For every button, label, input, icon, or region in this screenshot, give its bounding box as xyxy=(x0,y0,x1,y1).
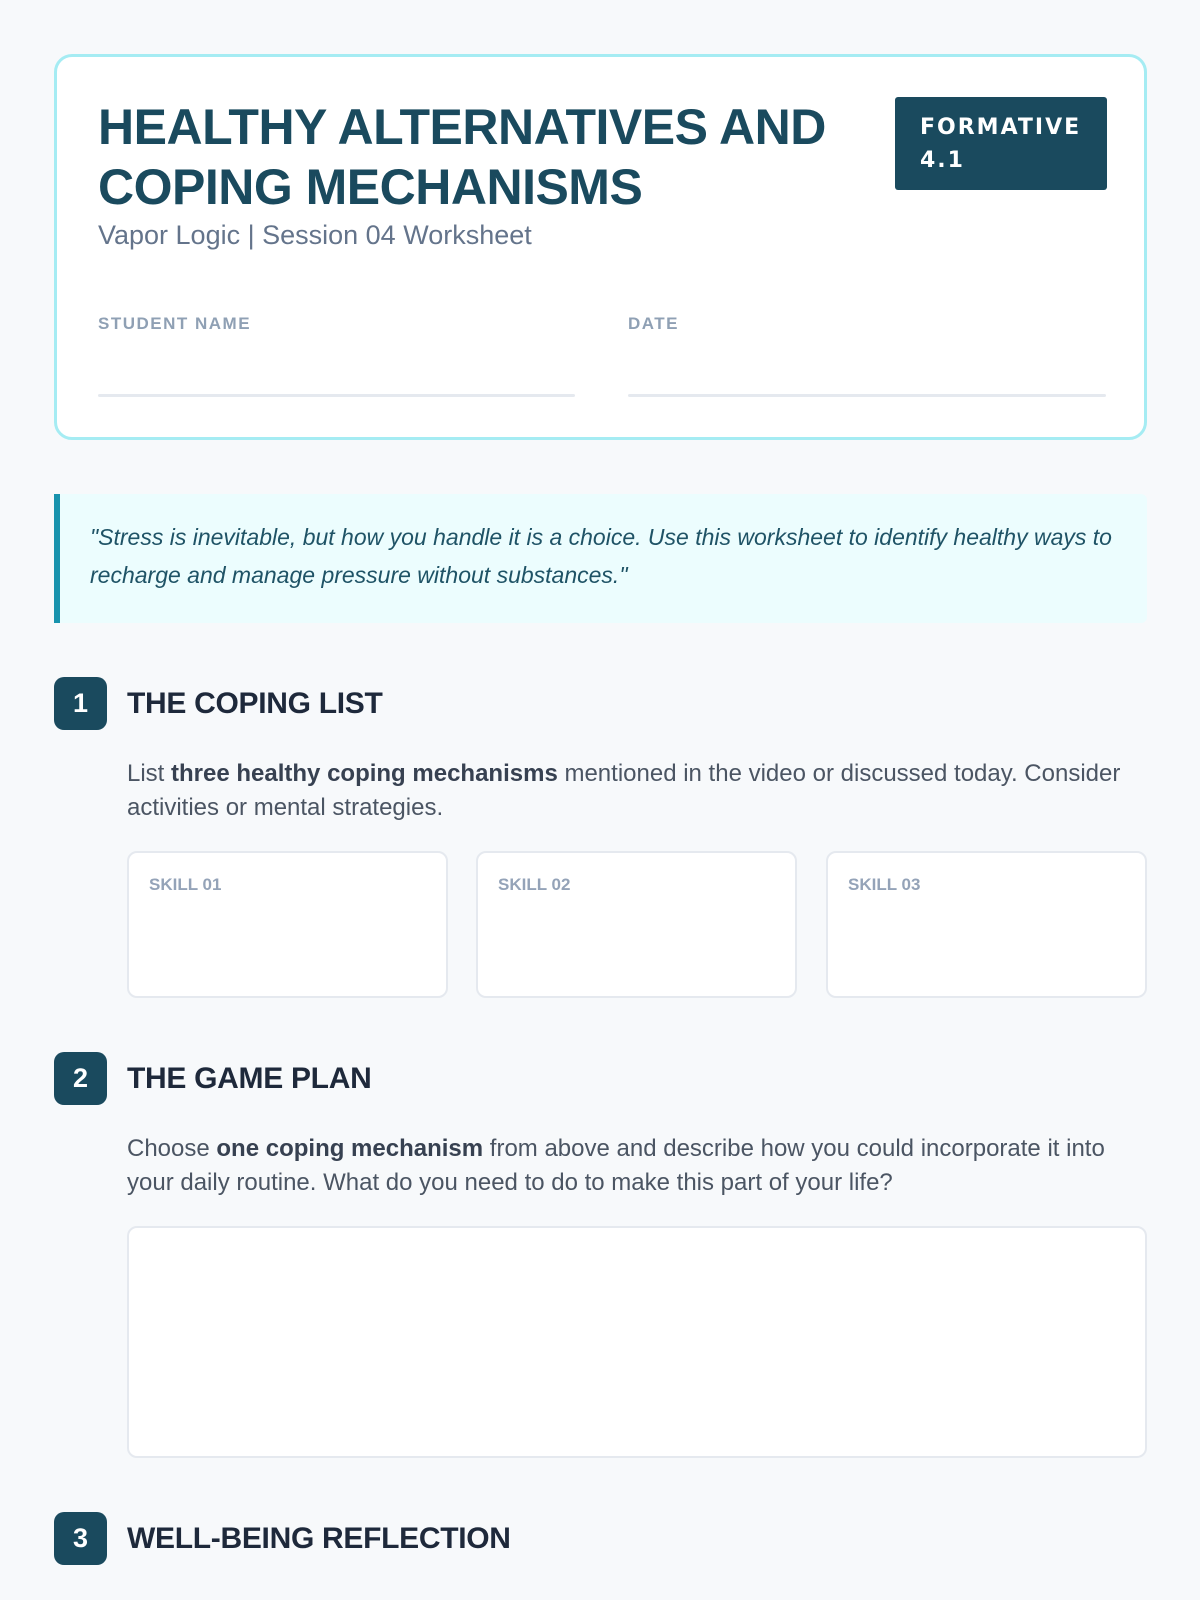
section-1-number: 1 xyxy=(54,677,107,730)
game-plan-answer-box[interactable] xyxy=(127,1226,1147,1458)
section-2-desc-post: from above and describe how you could incorporate it into your daily routine. What do you need to do to make this part of your life? xyxy=(127,1135,1105,1196)
section-2-desc-bold: one coping mechanism xyxy=(216,1135,484,1162)
skill-02-label: SKILL 02 xyxy=(498,875,571,894)
skill-01-label: SKILL 01 xyxy=(149,875,222,894)
formative-badge xyxy=(895,97,1107,190)
skill-01-box[interactable] xyxy=(127,851,448,998)
date-field[interactable] xyxy=(628,349,1106,397)
intro-quote: "Stress is inevitable, but how you handle it is a choice. Use this worksheet to identify healthy ways to recharge and manage pressure without substances." xyxy=(54,494,1147,623)
skill-03-box[interactable] xyxy=(826,851,1147,998)
section-2-desc-pre: Choose xyxy=(127,1135,217,1162)
date-underline xyxy=(628,394,1106,397)
section-3-title: WELL-BEING REFLECTION xyxy=(127,1522,511,1555)
section-3-number: 3 xyxy=(54,1512,107,1565)
section-1-title: THE COPING LIST xyxy=(127,687,383,720)
section-1-instructions xyxy=(127,757,1147,825)
badge-label: FORMATIVE xyxy=(920,115,1082,140)
section-2-number: 2 xyxy=(54,1052,107,1105)
student-name-underline xyxy=(98,394,575,397)
page-title: HEALTHY ALTERNATIVES AND COPING MECHANISMS xyxy=(98,99,826,215)
section-2-title: THE GAME PLAN xyxy=(127,1062,372,1095)
skill-03-label: SKILL 03 xyxy=(848,875,921,894)
skill-02-box[interactable] xyxy=(476,851,797,998)
student-name-field[interactable] xyxy=(98,349,575,397)
section-2-instructions xyxy=(127,1132,1147,1200)
page-subtitle: Vapor Logic | Session 04 Worksheet xyxy=(98,220,532,250)
section-1-desc-post: mentioned in the video or discussed today. Consider activities or mental strategies. xyxy=(127,760,1121,821)
student-name-label: STUDENT NAME xyxy=(98,314,252,333)
section-1-desc-pre: List xyxy=(127,760,172,787)
header-card xyxy=(54,54,1147,440)
section-1-desc-bold: three healthy coping mechanisms xyxy=(171,760,558,787)
badge-number: 4.1 xyxy=(920,148,965,173)
date-label: DATE xyxy=(628,314,680,333)
